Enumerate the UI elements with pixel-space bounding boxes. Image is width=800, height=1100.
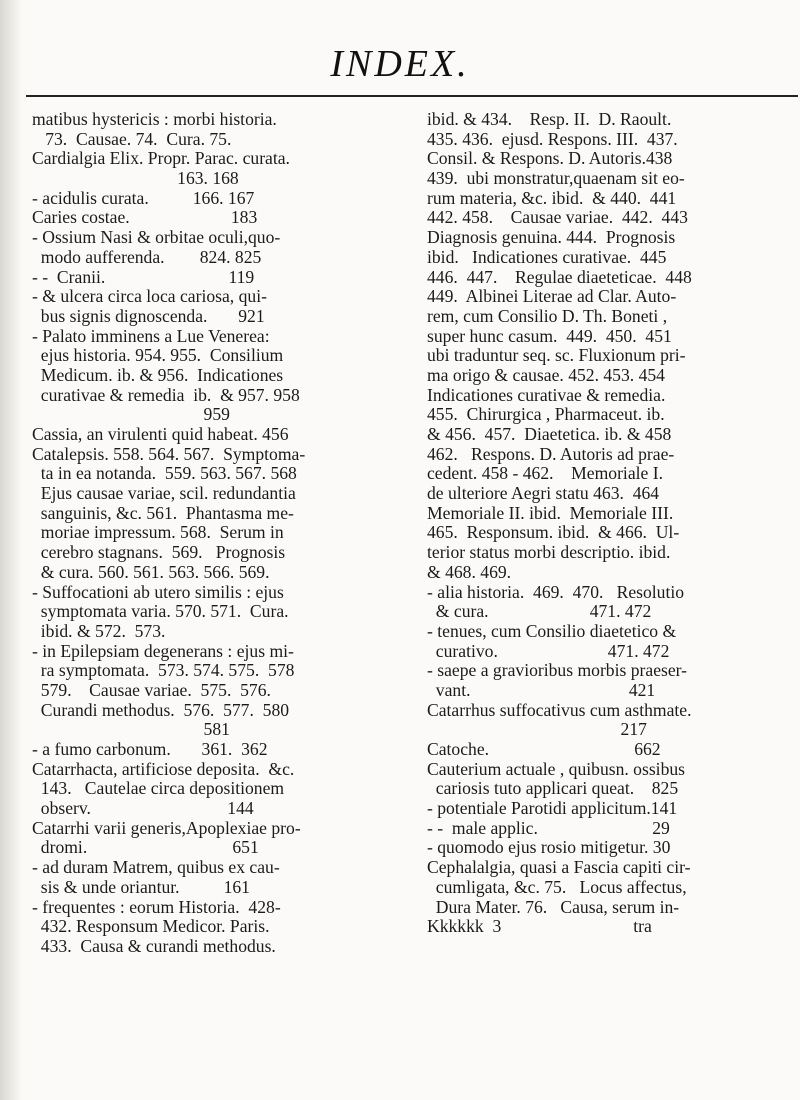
index-line: - acidulis curata. 166. 167 xyxy=(32,188,255,208)
index-line: curativae & remedia ib. & 957. 958 xyxy=(32,385,300,405)
index-line: Curandi methodus. 576. 577. 580 xyxy=(32,700,290,720)
index-line: Catarrhacta, artificiose deposita. &c. xyxy=(32,759,295,779)
index-line: ibid. & 572. 573. xyxy=(32,621,166,641)
index-line: 432. Responsum Medicor. Paris. xyxy=(32,917,270,937)
page-edge-shadow xyxy=(0,0,22,1100)
index-line: - - male applic. 29 xyxy=(427,818,670,838)
index-line: - tenues, cum Consilio diaetetico & xyxy=(427,621,677,641)
index-line: Catoche. 662 xyxy=(427,740,661,759)
index-line: cariosis tuto applicari queat. 825 xyxy=(427,779,679,799)
index-line: - - Cranii. 119 xyxy=(32,267,255,287)
index-line: super hunc casum. 449. 450. 451 xyxy=(427,326,672,346)
index-line: - a fumo carbonum. 361. 362 xyxy=(32,740,268,759)
index-line: - Palato imminens a Lue Venerea: xyxy=(32,326,270,346)
index-line: 465. Responsum. ibid. & 466. Ul- xyxy=(427,523,680,543)
index-line: - potentiale Parotidi applicitum.141 xyxy=(427,799,678,819)
index-line: Dura Mater. 76. Causa, serum in- xyxy=(427,897,680,917)
index-line: Cassia, an virulenti quid habeat. 456 xyxy=(32,425,289,444)
index-line: 449. Albinei Literae ad Clar. Auto- xyxy=(427,287,677,307)
index-line: & 468. 469. xyxy=(427,562,512,582)
index-line: vant. 421 xyxy=(427,680,656,700)
index-line: terior status morbi descriptio. ibid. xyxy=(427,543,671,563)
index-line: ibid. Indicationes curativae. 445 xyxy=(427,247,667,267)
index-line: 455. Chirurgica , Pharmaceut. ib. xyxy=(427,405,665,425)
index-line: de ulteriore Aegri statu 463. 464 xyxy=(427,484,660,504)
index-line: - quomodo ejus rosio mitigetur. 30 xyxy=(427,838,671,858)
index-line: Indicationes curativae & remedia. xyxy=(427,385,666,405)
index-line: - frequentes : eorum Historia. 428- xyxy=(32,897,281,917)
index-line: ibid. & 434. Resp. II. D. Raoult. xyxy=(427,110,672,129)
index-line: 433. Causa & curandi methodus. xyxy=(32,936,276,956)
index-line: Cephalalgia, quasi a Fascia capiti cir- xyxy=(427,858,691,878)
index-line: sanguinis, &c. 561. Phantasma me- xyxy=(32,503,294,523)
index-line: ra symptomata. 573. 574. 575. 578 xyxy=(32,661,295,681)
index-line: 435. 436. ejusd. Respons. III. 437. xyxy=(427,129,678,149)
index-line: 217 xyxy=(427,720,647,740)
index-line: Catarrhi varii generis,Apoplexiae pro- xyxy=(32,818,301,838)
left-column xyxy=(32,110,406,957)
index-line: rum materia, &c. ibid. & 440. 441 xyxy=(427,188,677,208)
index-line: Cardialgia Elix. Propr. Parac. curata. xyxy=(32,149,290,169)
index-line: dromi. 651 xyxy=(32,838,259,858)
header-rule xyxy=(26,95,798,97)
index-line: - alia historia. 469. 470. Resolutio xyxy=(427,582,685,602)
index-line: - saepe a gravioribus morbis praeser- xyxy=(427,661,688,681)
index-line: & cura. 471. 472 xyxy=(427,602,652,622)
index-line: - in Epilepsiam degenerans : ejus mi- xyxy=(32,641,294,661)
index-line: Diagnosis genuina. 444. Prognosis xyxy=(427,228,676,248)
index-line: Medicum. ib. & 956. Indicationes xyxy=(32,365,284,385)
index-line: 439. ubi monstratur,quaenam sit eo- xyxy=(427,169,685,189)
index-line: 446. 447. Regulae diaeteticae. 448 xyxy=(427,267,692,287)
index-line: ma origo & causae. 452. 453. 454 xyxy=(427,365,665,385)
index-line: 143. Cautelae circa depositionem xyxy=(32,779,285,799)
index-line: & 456. 457. Diaetetica. ib. & 458 xyxy=(427,425,672,444)
index-line: Cauterium actuale , quibusn. ossibus xyxy=(427,759,686,779)
index-line: ejus historia. 954. 955. Consilium xyxy=(32,346,284,366)
index-line: sis & unde oriantur. 161 xyxy=(32,877,250,897)
index-line: - Suffocationi ab utero similis : ejus xyxy=(32,582,284,602)
index-line: Ejus causae variae, scil. redundantia xyxy=(32,484,296,504)
index-line: & cura. 560. 561. 563. 566. 569. xyxy=(32,562,270,582)
index-line: 959 xyxy=(32,405,230,425)
page-title: INDEX. xyxy=(330,43,470,85)
index-line: 163. 168 xyxy=(32,169,239,189)
index-line: matibus hystericis : morbi historia. xyxy=(32,110,277,129)
index-line: cumligata, &c. 75. Locus affectus, xyxy=(427,877,687,897)
index-line: modo aufferenda. 824. 825 xyxy=(32,247,262,267)
index-line: symptomata varia. 570. 571. Cura. xyxy=(32,602,289,622)
index-line: cedent. 458 - 462. Memoriale I. xyxy=(427,464,663,484)
index-line: ubi traduntur seq. sc. Fluxionum pri- xyxy=(427,346,686,366)
index-line: - & ulcera circa loca cariosa, qui- xyxy=(32,287,267,307)
right-column xyxy=(427,110,800,937)
index-line: ta in ea notanda. 559. 563. 567. 568 xyxy=(32,464,297,484)
index-line: 73. Causae. 74. Cura. 75. xyxy=(32,129,232,149)
index-line: Catalepsis. 558. 564. 567. Symptoma- xyxy=(32,444,306,464)
index-line: 579. Causae variae. 575. 576. xyxy=(32,680,271,700)
index-line: Consil. & Respons. D. Autoris.438 xyxy=(427,149,673,169)
index-line: Memoriale II. ibid. Memoriale III. xyxy=(427,503,674,523)
index-line: Kkkkkk 3 tra xyxy=(427,917,652,937)
index-line: 462. Respons. D. Autoris ad prae- xyxy=(427,444,675,464)
index-line: Caries costae. 183 xyxy=(32,208,258,228)
index-line: - ad duram Matrem, quibus ex cau- xyxy=(32,858,280,878)
index-line: observ. 144 xyxy=(32,799,254,819)
index-line: moriae impressum. 568. Serum in xyxy=(32,523,284,543)
index-line: bus signis dignoscenda. 921 xyxy=(32,306,265,326)
index-line: cerebro stagnans. 569. Prognosis xyxy=(32,543,286,563)
index-line: 442. 458. Causae variae. 442. 443 xyxy=(427,208,688,228)
index-line: - Ossium Nasi & orbitae oculi,quo- xyxy=(32,228,281,248)
index-line: Catarrhus suffocativus cum asthmate. xyxy=(427,700,692,720)
index-line: 581 xyxy=(32,720,230,740)
index-line: curativo. 471. 472 xyxy=(427,641,670,661)
index-line: rem, cum Consilio D. Th. Boneti , xyxy=(427,306,668,326)
